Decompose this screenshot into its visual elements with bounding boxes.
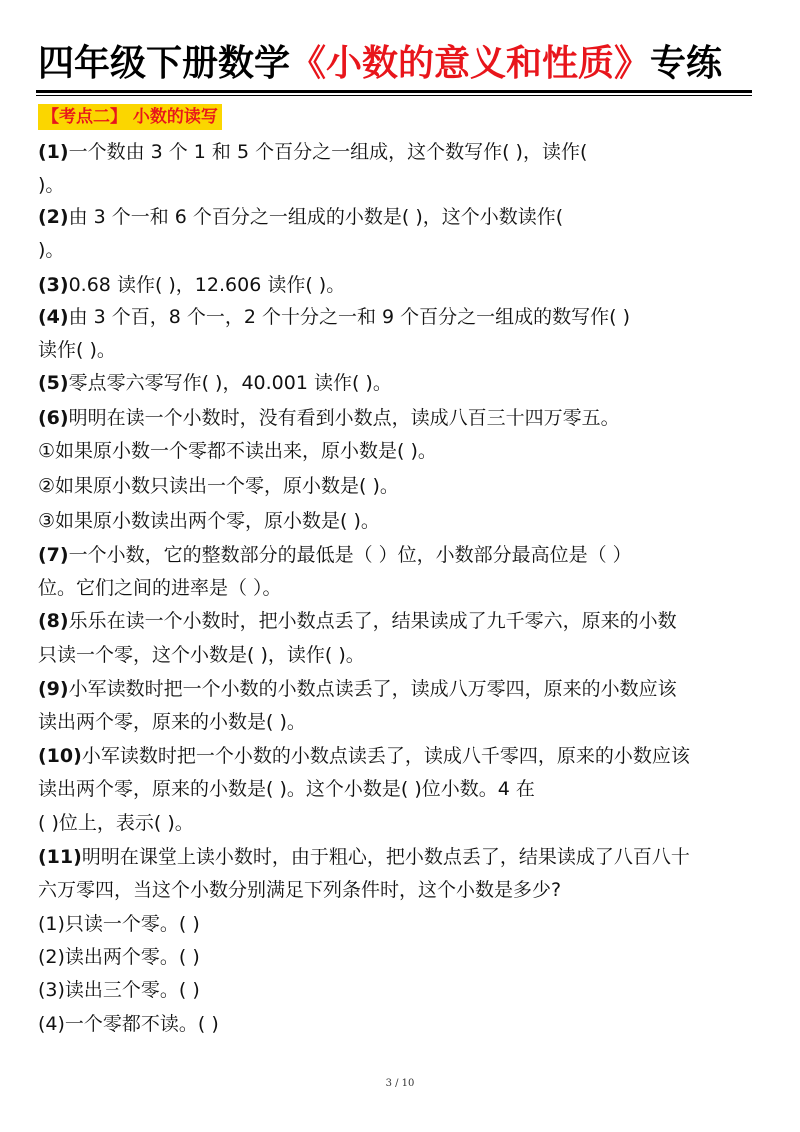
question-line [38,608,677,634]
question-line [38,877,561,903]
question-line [38,508,380,534]
title-grade: 四年级下册数学 [38,43,291,84]
section-label: 【考点二】 小数的读写 [38,104,222,130]
question-text: ③如果原小数读出两个零，原小数是( )。 [38,510,380,532]
question-line [38,709,306,735]
question-line [38,272,345,298]
question-text: 明明在读一个小数时，没有看到小数点，读成八百三十四万零五。 [68,407,620,429]
question-number: (6) [38,407,69,429]
question-line [38,204,563,230]
question-number: (4) [38,306,69,328]
page-title [38,40,762,88]
question-line [38,776,535,802]
question-number: (1) [38,141,69,163]
question-number: (9) [38,678,69,700]
question-text: 零点零六零写作( )，40.001 读作( )。 [68,372,392,394]
question-text: 乐乐在读一个小数时，把小数点丢了，结果读成了九千零六，原来的小数 [68,610,677,632]
question-number: (7) [38,544,69,566]
question-line [38,977,200,1003]
question-text: 六万零四，当这个小数分别满足下列条件时，这个小数是多少? [38,879,562,901]
question-text: 由 3 个一和 6 个百分之一组成的小数是( )，这个小数读作( [68,206,564,228]
question-text: (4)一个零都不读。( ) [38,1013,219,1035]
question-number: (3) [38,274,69,296]
question-line [38,405,620,431]
question-text: ( )位上，表示( )。 [38,812,194,834]
question-line [38,1011,219,1037]
question-line [38,810,194,836]
question-line [38,237,64,263]
question-line [38,337,116,363]
question-text: )。 [38,239,65,261]
question-text: (3)读出三个零。( ) [38,979,200,1001]
question-text: 明明在课堂上读小数时，由于粗心，把小数点丢了，结果读成了八百八十 [81,846,690,868]
question-number: (10) [38,745,82,767]
title-rule-thin [36,95,752,96]
question-number: (5) [38,372,69,394]
question-text: 读出两个零，原来的小数是( )。这个小数是( )位小数。4 在 [38,778,535,800]
question-line [38,575,282,601]
question-line [38,542,632,568]
question-line [38,473,399,499]
question-number: (8) [38,610,69,632]
question-line [38,944,200,970]
question-text: 位。它们之间的进率是（ ）。 [38,577,282,599]
question-text: ②如果原小数只读出一个零，原小数是( )。 [38,475,399,497]
title-suffix: 专练 [650,43,723,84]
question-text: 由 3 个百，8 个一，2 个十分之一和 9 个百分之一组成的数写作( ) [68,306,631,328]
question-text: 读作( )。 [38,339,116,361]
question-text: ①如果原小数一个零都不读出来，原小数是( )。 [38,440,437,462]
page-number: 3 / 10 [385,1078,415,1089]
question-text: 一个小数，它的整数部分的最低是（ ）位，小数部分最高位是（ ） [68,544,632,566]
question-text: 一个数由 3 个 1 和 5 个百分之一组成，这个数写作( )，读作( [68,141,588,163]
question-line [38,304,630,330]
title-rule-thick [36,90,752,93]
question-text: 只读一个零，这个小数是( )，读作( )。 [38,644,365,666]
question-line [38,139,587,165]
question-text: 小军读数时把一个小数的小数点读丢了，读成八千零四，原来的小数应该 [81,745,690,767]
question-text: 0.68 读作( )，12.606 读作( )。 [68,274,346,296]
question-text: (2)读出两个零。( ) [38,946,200,968]
question-text: (1)只读一个零。( ) [38,913,200,935]
question-line [38,844,690,870]
question-text: 读出两个零，原来的小数是( )。 [38,711,306,733]
question-line [38,743,690,769]
question-line [38,370,392,396]
question-number: (2) [38,206,69,228]
question-line [38,438,437,464]
question-text: 小军读数时把一个小数的小数点读丢了，读成八万零四，原来的小数应该 [68,678,677,700]
question-line [38,911,200,937]
title-topic: 《小数的意义和性质》 [290,43,651,84]
question-line [38,642,365,668]
question-text: )。 [38,174,65,196]
question-line [38,676,677,702]
question-number: (11) [38,846,82,868]
question-line [38,172,64,198]
